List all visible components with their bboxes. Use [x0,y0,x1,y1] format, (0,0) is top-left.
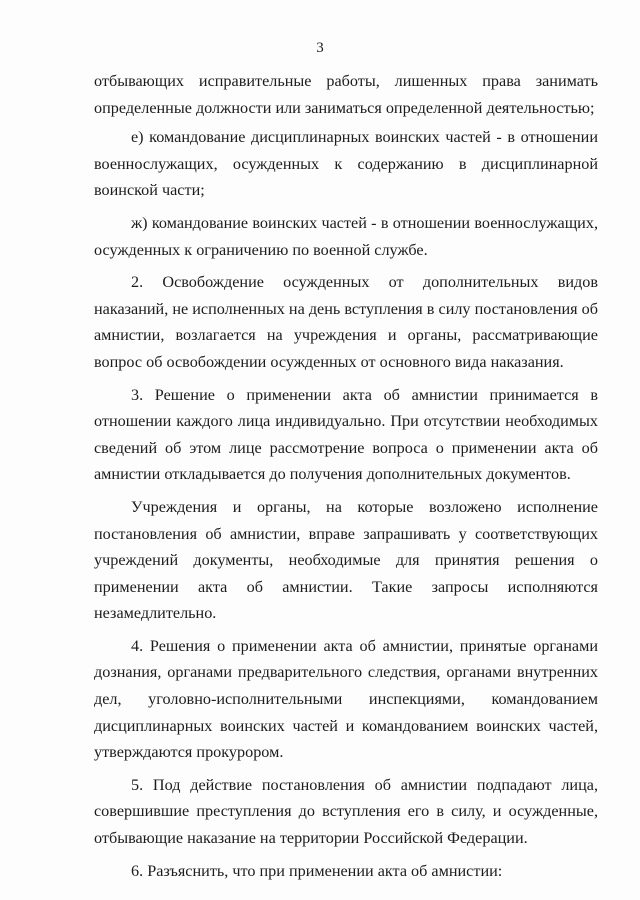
text-line: дисциплинарных воинских частей и командованием воинских частей, [94,716,598,735]
text-line: амнистии, возлагается на учреждения и органы, рассматривающие [94,326,598,345]
text-line: отбывающие наказание на территории Российской Федерации. [94,829,528,848]
text-line: ж) командование воинских частей - в отношении военнослужащих, [131,213,598,232]
text-line: постановления об амнистии, вправе запрашивать у соответствующих [94,524,598,543]
text-line: дел, уголовно-исполнительными инспекциями, командованием [94,690,598,709]
text-line: вопрос об освобождении осужденных от основного вида наказания. [94,352,564,371]
text-line: применении акта об амнистии. Такие запросы исполняются [94,577,598,596]
text-line: Учреждения и органы, на которые возложено исполнение [131,497,598,516]
text-line: наказаний, не исполненных на день вступления в силу постановления об [94,299,598,318]
text-line: учреждений документы, необходимые для принятия решения о [94,551,598,570]
text-line: амнистии откладывается до получения дополнительных документов. [94,465,571,484]
text-line: сведений об этом лице рассмотрение вопроса о применении акта об [94,438,598,457]
text-line: незамедлительно. [94,604,217,623]
text-line: отношении каждого лица индивидуально. При отсутствии необходимых [94,412,598,431]
text-line: отбывающих исправительные работы, лишенных права занимать [94,72,598,90]
paragraph-institutions [94,494,598,627]
paragraph-4 [94,633,598,766]
text-line: осужденных к ограничению по военной службе. [94,240,428,259]
paragraph-3 [94,382,598,488]
paragraph-5 [94,772,598,852]
text-line: дознания, органами предварительного следствия, органами внутренних [94,663,598,682]
text-line: воинской части; [94,181,205,200]
paragraph-continuation [94,68,598,121]
text-line: совершившие преступления до вступления его в силу, и осужденные, [94,802,598,821]
text-line: определенные должности или заниматься определенной деятельностью; [94,98,595,117]
text-line: 6. Разъяснить, что при применении акта об амнистии: [131,861,503,880]
document-body [94,68,598,884]
paragraph-item-e [94,124,598,204]
text-line: е) командование дисциплинарных воинских частей - в отношении [131,128,598,147]
text-line: 4. Решения о применении акта об амнистии, принятые органами [131,636,598,655]
text-line: утверждаются прокурором. [94,743,284,762]
paragraph-item-zh [94,210,598,263]
page-number: 3 [316,40,324,56]
text-line: военнослужащих, осужденных к содержанию в дисциплинарной [94,154,598,173]
paragraph-6 [94,858,598,885]
text-line: 2. Освобождение осужденных от дополнительных видов [131,273,598,292]
text-line: 3. Решение о применении акта об амнистии принимается в [131,385,598,404]
paragraph-2 [94,269,598,375]
text-line: 5. Под действие постановления об амнистии подпадают лица, [131,775,598,794]
